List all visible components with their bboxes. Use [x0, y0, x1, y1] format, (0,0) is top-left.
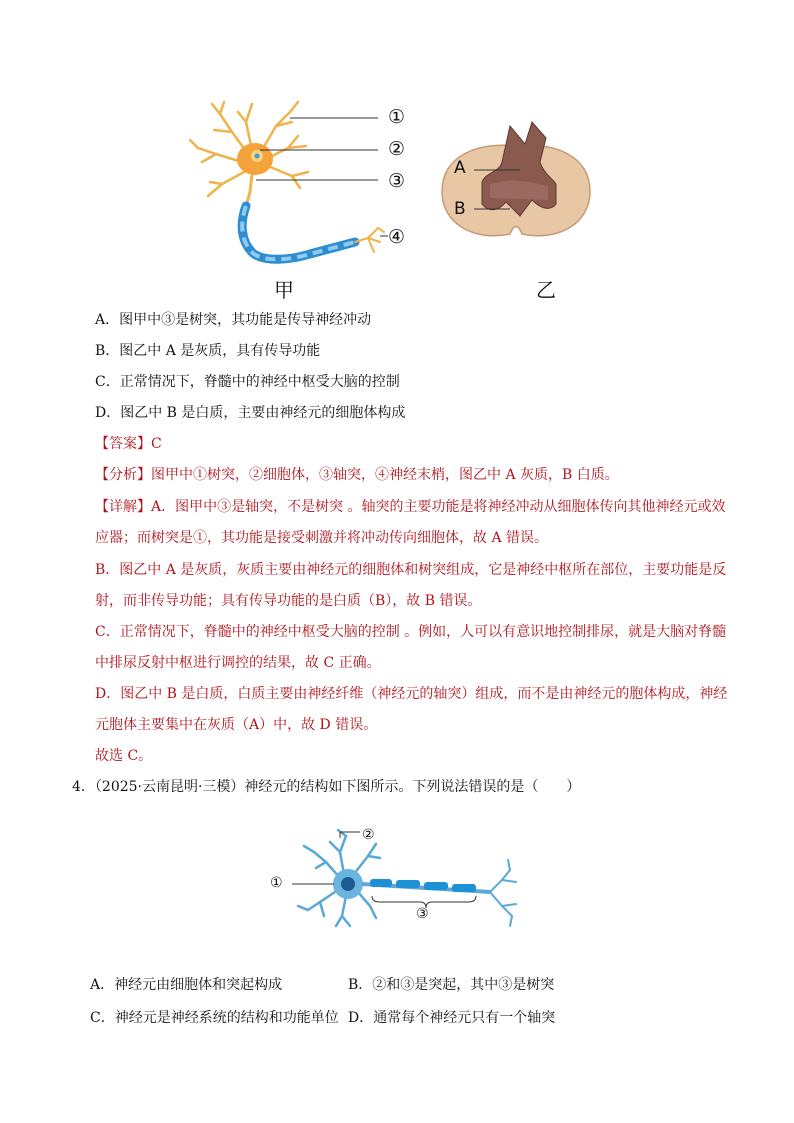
- q3-detail-line: B．图乙中 A 是灰质，灰质主要由神经元的细胞体和树突组成，它是神经中枢所在部位，主要功能是反: [95, 562, 727, 578]
- q3-option-a: A．图甲中③是树突，其功能是传导神经冲动: [95, 312, 372, 328]
- q4-label-3: ③: [416, 906, 429, 922]
- label-A: A: [454, 158, 466, 178]
- q3-option-c: C．正常情况下，脊髓中的神经中枢受大脑的控制: [95, 374, 400, 390]
- q4-option-c: C．神经元是神经系统的结构和功能单位: [90, 1010, 339, 1026]
- q3-detail-line: 【详解】A．图甲中③是轴突，不是树突 。轴突的主要功能是将神经冲动从细胞体传向其他神经元或效: [95, 499, 726, 515]
- q3-detail-line: C．正常情况下，脊髓中的神经中枢受大脑的控制 。例如，人可以有意识地控制排尿，就是大脑对脊髓: [95, 624, 727, 640]
- q4-label-2: ②: [362, 827, 375, 843]
- label-4: ④: [388, 226, 406, 248]
- q3-answer: 【答案】C: [95, 436, 162, 452]
- label-B: B: [454, 199, 466, 219]
- axon: [242, 206, 355, 259]
- q3-detail-line: 元胞体主要集中在灰质（A）中，故 D 错误。: [95, 717, 378, 733]
- q3-detail-line: D．图乙中 B 是白质，白质主要由神经纤维（神经元的轴突）组成，而不是由神经元的胞体构成，神经: [95, 686, 728, 702]
- q3-detail-line: 应器；而树突是①，其功能是接受刺激并将冲动传向细胞体，故 A 错误。: [95, 530, 549, 546]
- label-2: ②: [388, 138, 406, 160]
- q3-option-d: D．图乙中 B 是白质，主要由神经元的细胞体构成: [95, 405, 406, 421]
- q3-option-b: B．图乙中 A 是灰质，具有传导功能: [95, 343, 321, 359]
- label-3: ③: [388, 170, 406, 192]
- caption-jia: 甲: [274, 278, 294, 302]
- q3-detail-line: 射，而非传导功能；具有传导功能的是白质（B），故 B 错误。: [95, 593, 482, 609]
- q3-conclusion: 故选 C。: [95, 748, 153, 764]
- caption-yi: 乙: [536, 278, 556, 302]
- q4-option-d: D．通常每个神经元只有一个轴突: [348, 1010, 556, 1026]
- label-1: ①: [388, 106, 406, 128]
- q4-stem: 4．（2025·云南昆明·三模）神经元的结构如下图所示。下列说法错误的是（ ）: [72, 779, 581, 795]
- q4-option-b: B．②和③是突起，其中③是树突: [348, 977, 555, 993]
- figure-neuron-q4: [280, 826, 530, 936]
- q3-analysis: 【分析】图甲中①树突，②细胞体，③轴突，④神经末梢，图乙中 A 灰质，B 白质。: [95, 467, 619, 483]
- q4-label-1: ①: [270, 875, 283, 891]
- q3-detail-line: 中排尿反射中枢进行调控的结果，故 C 正确。: [95, 655, 381, 671]
- q4-option-a: A．神经元由细胞体和突起构成: [90, 977, 283, 993]
